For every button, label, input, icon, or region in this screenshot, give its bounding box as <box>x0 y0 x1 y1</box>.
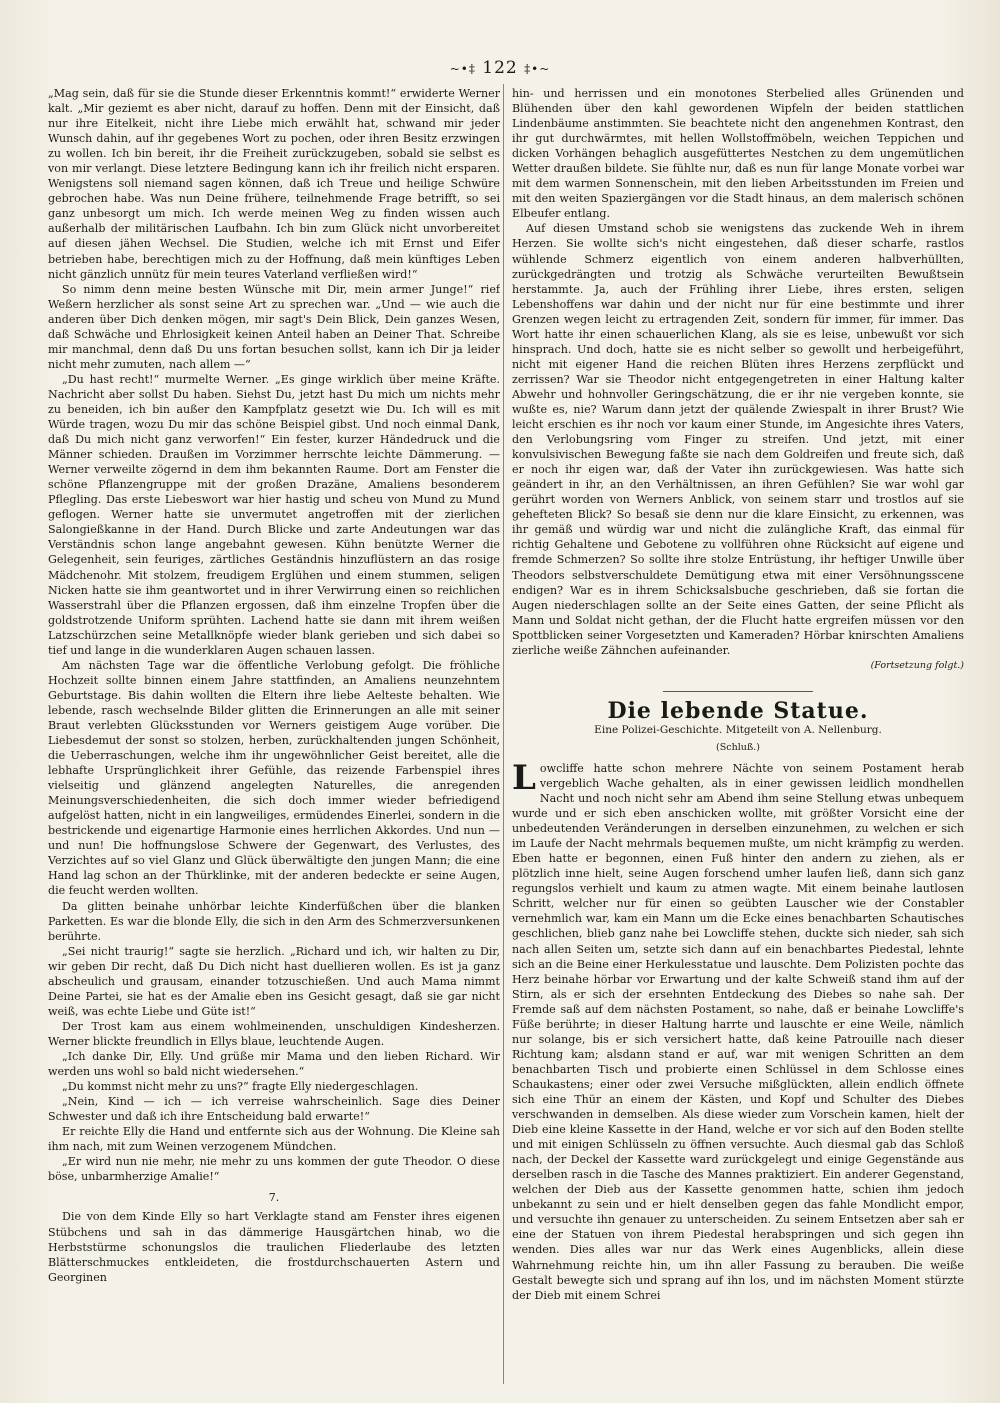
continued-note: (Fortsetzung folgt.) <box>870 659 964 671</box>
paragraph: So nimm denn meine besten Wünsche mit Dir, mein armer Junge!“ rief Weßern herzlicher als sonst seine Art zu sprechen war. „Und — wie auch die anderen über Dich denken mögen, mir sagt's Dein Blick, Dein ganzes Wesen, daß Schwäche und Ehrlosigkeit keinen Anteil haben an Deiner That. Schreibe mir manchmal, denn daß Du uns fortan besuchen sollst, kann ich Dir ja leider nicht mehr zumuten, nach allem —“ <box>48 282 500 371</box>
paragraph: Der Trost kam aus einem wohlmeinenden, unschuldigen Kindesherzen. Werner blickte freundlich in Ellys blaue, leuchtende Augen. <box>48 1019 500 1048</box>
chapter-number: 7. <box>268 1191 280 1205</box>
paragraph: „Nein, Kind — ich — ich verreise wahrscheinlich. Sage dies Deiner Schwester und daß ich ihre Entscheidung bald erwarte!“ <box>48 1095 500 1124</box>
paragraph: Am nächsten Tage war die öffentliche Verlobung gefolgt. Die fröhliche Hochzeit sollte binnen einem Jahre stattfinden, an Amaliens neunzehntem Geburtstage. Bis dahin wollten die Eltern ihre liebe Aelteste behalten. Wie lebende, rasch wechselnde Bilder glitten die Erinnerungen an alle mit seiner Braut verlebten Glücksstunden vor Werners geistigem Auge vorüber. Die Liebesdemut der sonst so stolzen, herben, zurückhaltenden jungen Schönheit, die Ueberraschungen, welche ihm ihr ungewöhnlicher Geist bereitet, alle die lebhafte Ursprünglichkeit ihrer Gefühle, das reizende Farbenspiel ihres vielseitig und glänzend angelegten Naturelles, die anregenden Meinungsverschiedenheiten, die sich doch immer wieder befriedigend aufgelöst hatten, nicht in ein langweiliges, ermüdendes Einerlei, sondern in die bestrickende und eigenartige Harmonie eines herrlichen Akkordes. Und nun — und nun! Die hoffnungslose Schwere der Gegenwart, des Verlustes, des Verzichtes auf so viel Glanz und Glück überwältigte den jungen Mann; die eine Hand lag schon an der Thürklinke, mit der anderen bedeckte er seine Augen, die feucht werden wollten. <box>48 658 500 898</box>
paragraph: „Du kommst nicht mehr zu uns?“ fragte Elly niedergeschlagen. <box>62 1080 419 1094</box>
page-header <box>0 58 1000 78</box>
story-title: Die lebende Statue. <box>607 697 869 724</box>
column-divider <box>503 84 504 1384</box>
section-divider <box>663 691 813 692</box>
paragraph: „Er wird nun nie mehr, nie mehr zu uns kommen der gute Theodor. O diese böse, unbarmherzige Amalie!“ <box>48 1155 500 1184</box>
paragraph: Da glitten beinahe unhörbar leichte Kinderfüßchen über die blanken Parketten. Es war die blonde Elly, die sich in den Arm des Schmerzversunkenen berührte. <box>48 899 500 943</box>
page-number: 122 <box>482 58 518 78</box>
story-conclusion-note: (Schluß.) <box>716 741 760 753</box>
left-column <box>48 86 500 1376</box>
paragraph: Auf diesen Umstand schob sie wenigstens das zuckende Weh in ihrem Herzen. Sie wollte sich's nicht eingestehen, daß dieser scharfe, rastlos wühlende Schmerz eigentlich von einem anderen halbverhüllten, zurückgedrängten und trotzig als Schwäche verurteilten Bewußtsein herstammte. Ja, auch der Frühling ihrer Liebe, ihres ersten, seligen Lebenshoffens war dahin und der nicht nur für eine bestimmte und ihrer Grenzen wegen leicht zu ertragenden Zeit, sondern für immer, für immer. Das Wort hatte ihr einen schauerlichen Klang, als sie es leise, unbewußt vor sich hinsprach. Und doch, hatte sie es nicht selber so gewollt und herbeigeführt, nicht mit eigener Hand die reichen Blüten ihres Herzens zerpflückt und zerrissen? War sie Theodor nicht entgegengetreten in einer Haltung kalter Abwehr und hohnvoller Geringschätzung, die er ihr nie vergeben konnte, sie wußte es, nie? Warum dann jetzt der quälende Zwiespalt in ihrer Brust? Wie leicht erschien es ihr noch vor kaum einer Stunde, im Angesichte ihres Vaters, den Verlobungsring vom Finger zu streifen. Und jetzt, mit einer konvulsivischen Bewegung faßte sie nach dem Goldreifen und freute sich, daß er noch ihr eigen war, daß der Vater ihn zurückgewiesen. Was hatte sich geändert in ihr, an den Verhältnissen, an ihren Gefühlen? Sie war wohl gar gerührt worden von Werners Anblick, von seinem starr und trostlos auf sie gehefteten Blick? So besaß sie denn nur die klare Einsicht, zu erkennen, was ihr gemäß und würdig war und nicht die zulängliche Kraft, das einmal für richtig Gehaltene und Gebotene zu vollführen ohne Rücksicht auf eigene und fremde Schmerzen? So sollte ihre stolze Entrüstung, ihr heftiger Unwille über Theodors selbstverschuldete Demütigung etwa mit einer Versöhnungsscene endigen? War es in ihrem Schicksalsbuche geschrieben, daß sie fortan die Augen niederschlagen sollte an der Seite eines Gatten, der seine Pflicht als Mann und Soldat nicht gethan, der die Flucht hatte ergreifen müssen vor den Spottblicken seiner Vorgesetzten und Kameraden? Hörbar knirschten Amaliens zierliche weiße Zähnchen aufeinander. <box>512 222 964 657</box>
story-text: owcliffe hatte schon mehrere Nächte von seinem Postament herab vergeblich Wache gehalten, als in einer gewissen leidlich mondhellen Nacht und noch nicht sehr am Abend ihm seine Stellung etwas unbequem wurde und er sich eben anschicken wollte, mit größter Vorsicht eine der unbedeutenden Veränderungen in derselben einzunehmen, zu welchen er sich im Laufe der Nacht mehrmals bequemen mußte, um nicht krämpfig zu werden. Eben hatte er begonnen, einen Fuß hinter den andern zu ziehen, als er plötzlich inne hielt, seine Augen forschend umher laufen ließ, dann sich ganz regungslos verhielt und kaum zu atmen wagte. Mit einem beinahe lautlosen Schritt, welcher nur für einen so geübten Lauscher wie der Constabler vernehmlich war, kam ein Mann um die Ecke eines benachbarten Schautisches geschlichen, blieb ganz nahe bei Lowcliffe stehen, duckte sich nieder, sah sich nach allen Seiten um, setzte sich dann auf ein benachbartes Piedestal, lehnte sich an die Beine einer Herkulesstatue und lauschte. Dem Polizisten pochte das Herz beinahe hörbar vor Erwartung und der kalte Schweiß stand ihm auf der Stirn, als er sich der ersehnten Entdeckung des Diebes so nahe sah. Der Fremde saß auf dem nächsten Postament, so nahe, daß er beinahe Lowcliffe's Füße berührte; in dieser Haltung harrte und lauschte er eine Weile, nämlich nur solange, bis er sich versichert hatte, daß keine Patrouille nach dieser Richtung kam; alsdann stand er auf, war mit wenigen Schritten an dem benachbarten Tisch und probierte einen Schlüssel in dem Schlosse eines Schaukastens; einer oder zwei Versuche mißglückten, allein endlich öffnete sich eine Thür an einem der Kästen, und Kopf und Schulter des Diebes verschwanden in demselben. Als diese wieder zum Vorschein kamen, hielt der Dieb eine kleine Kassette in der Hand, welche er vor sich auf den Boden stellte und mit einigen Schlüsseln zu öffnen versuchte. Auch diesmal gab das Schloß nach, der Deckel der Kassette ward zurückgelegt und einige Gegenstände aus derselben rasch in die Tasche des Mannes praktiziert. Ein anderer Gegenstand, welchen der Dieb aus der Kassette genommen hatte, schien ihm jedoch unbekannt zu sein und er hielt denselben gegen das fahle Mondlicht empor, und versuchte ihn genauer zu unterscheiden. Zu seinem Entsetzen aber sah er eine der Statuen von ihrem Piedestal herabspringen und sich gegen ihn wenden. Dies alles war nur das Werk eines Augenblicks, allein diese Wahrnehmung reichte hin, um ihn aller Fassung zu berauben. Die weiße Gestalt bewegte sich und sprang auf ihn los, und im nächsten Moment stürzte der Dieb mit einem Schrei <box>512 761 964 1302</box>
paragraph: „Mag sein, daß für sie die Stunde dieser Erkenntnis kommt!“ erwiderte Werner kalt. „Mir geziemt es aber nicht, darauf zu hoffen. Denn mit der Einsicht, daß nur ihre Eitelkeit, nicht ihre Liebe mich erwählt hat, schwand mir jeder Wunsch dahin, auf ihr gegebenes Wort zu pochen, oder ihren Besitz erzwingen zu wollen. Ich bin bereit, ihr die Freiheit zurückzugeben, sobald sie selbst es von mir verlangt. Diese letztere Bedingung kann ich ihr freilich nicht ersparen. Wenigstens soll niemand sagen können, daß ich Treue und heilige Schwüre gebrochen habe. Was nun Deine frühere, teilnehmende Frage betrifft, so sei ganz unbesorgt um mich. Ich werde meinen Weg zu finden wissen auch außerhalb der militärischen Laufbahn. Ich bin zum Glück nicht unvorbereitet auf diesen jähen Wechsel. Die Studien, welche ich mit Ernst und Eifer betrieben habe, berechtigen mich zu der Hoffnung, daß mein künftiges Leben nicht gänzlich unnütz für mein teures Vaterland verfließen wird!“ <box>48 87 500 281</box>
paragraph: Die von dem Kinde Elly so hart Verklagte stand am Fenster ihres eigenen Stübchens und sah in das dämmerige Hausgärtchen hinab, wo die Herbststürme schonungslos die traulichen Fliederlaube des letzten Blätterschmuckes entkleideten, die frostdurchschauerten Astern und Georginen <box>48 1210 500 1284</box>
header-ornament-left: ~•‡ <box>449 62 476 76</box>
right-column <box>512 86 964 1376</box>
story-subtitle: Eine Polizei-Geschichte. Mitgeteilt von A. Nellenburg. <box>594 723 882 736</box>
paragraph: „Ich danke Dir, Elly. Und grüße mir Mama und den lieben Richard. Wir werden uns wohl so bald nicht wiedersehen.“ <box>48 1050 500 1079</box>
paragraph: Er reichte Elly die Hand und entfernte sich aus der Wohnung. Die Kleine sah ihm nach, mit zum Weinen verzogenem Mündchen. <box>48 1125 500 1154</box>
drop-cap: L <box>512 757 536 798</box>
header-ornament-right: ‡•~ <box>524 62 551 76</box>
paragraph: „Sei nicht traurig!“ sagte sie herzlich. „Richard und ich, wir halten zu Dir, wir geben Dir recht, daß Du Dich nicht hast duellieren wollen. Es ist ja ganz abscheulich und grausam, einander totzuschießen. Und auch Mama nimmt Deine Partei, sie hat es der Amalie eben ins Gesicht gesagt, daß sie gar nicht weiß, was echte Liebe und Güte ist!“ <box>48 944 500 1018</box>
paragraph: hin- und herrissen und ein monotones Sterbelied alles Grünenden und Blühenden über den kahl gewordenen Wipfeln der beiden stattlichen Lindenbäume anstimmten. Sie beachtete nicht den angenehmen Kontrast, den ihr gut durchwärmtes, mit hellen Wollstoffmöbeln, weichen Teppichen und dicken Vorhängen behaglich ausgefüttertes Nestchen zu dem ungemütlichen Wetter draußen bildete. Sie fühlte nur, daß es nun für lange Monate vorbei war mit dem warmen Sonnenschein, mit den lieben Arbeitsstunden im Freien und mit den weiten Spaziergängen vor die Stadt hinaus, an dem malerisch schönen Elbeufer entlang. <box>512 87 964 221</box>
story-paragraph <box>512 757 964 1303</box>
paragraph: „Du hast recht!“ murmelte Werner. „Es ginge wirklich über meine Kräfte. Nachricht aber sollst Du haben. Siehst Du, jetzt hast Du mich um nichts mehr zu beneiden, ich bin außer den Kampfplatz gesetzt wie Du. Ich will es mit Würde tragen, wozu Du mir das schöne Beispiel gibst. Und noch einmal Dank, daß Du mich nicht ganz verworfen!“ Ein fester, kurzer Händedruck und die Männer schieden. Draußen im Vorzimmer herrschte leichte Dämmerung. — Werner verweilte zögernd in dem ihm bekannten Raume. Dort am Fenster die schöne Pflanzengruppe mit der großen Drazäne, Amaliens besonderem Pflegling. Das erste Liebeswort war hier hastig und scheu von Mund zu Mund geflogen. Werner hatte sie unvermutet angetroffen mit der zierlichen Salongießkanne in der Hand. Durch Blicke und zarte Andeutungen war das Verständnis schon lange angebahnt gewesen. Kühn benützte Werner die Gelegenheit, sein feuriges, zärtliches Geständnis hinzuflüstern an das rosige Mädchenohr. Mit stolzem, freudigem Erglühen und einem stummen, seligen Nicken hatte sie ihm geantwortet und in ihrer Verwirrung einen so reichlichen Wasserstrahl über die Pflanzen ergossen, daß ihm einzelne Tropfen über die goldstrotzende Uniform sprühten. Lachend hatte sie dann mit ihrem weißen Latzschürzchen seine Metallknöpfe wieder blank gerieben und sich dabei so tief und lange in die wunderklaren Augen schauen lassen. <box>48 372 500 657</box>
